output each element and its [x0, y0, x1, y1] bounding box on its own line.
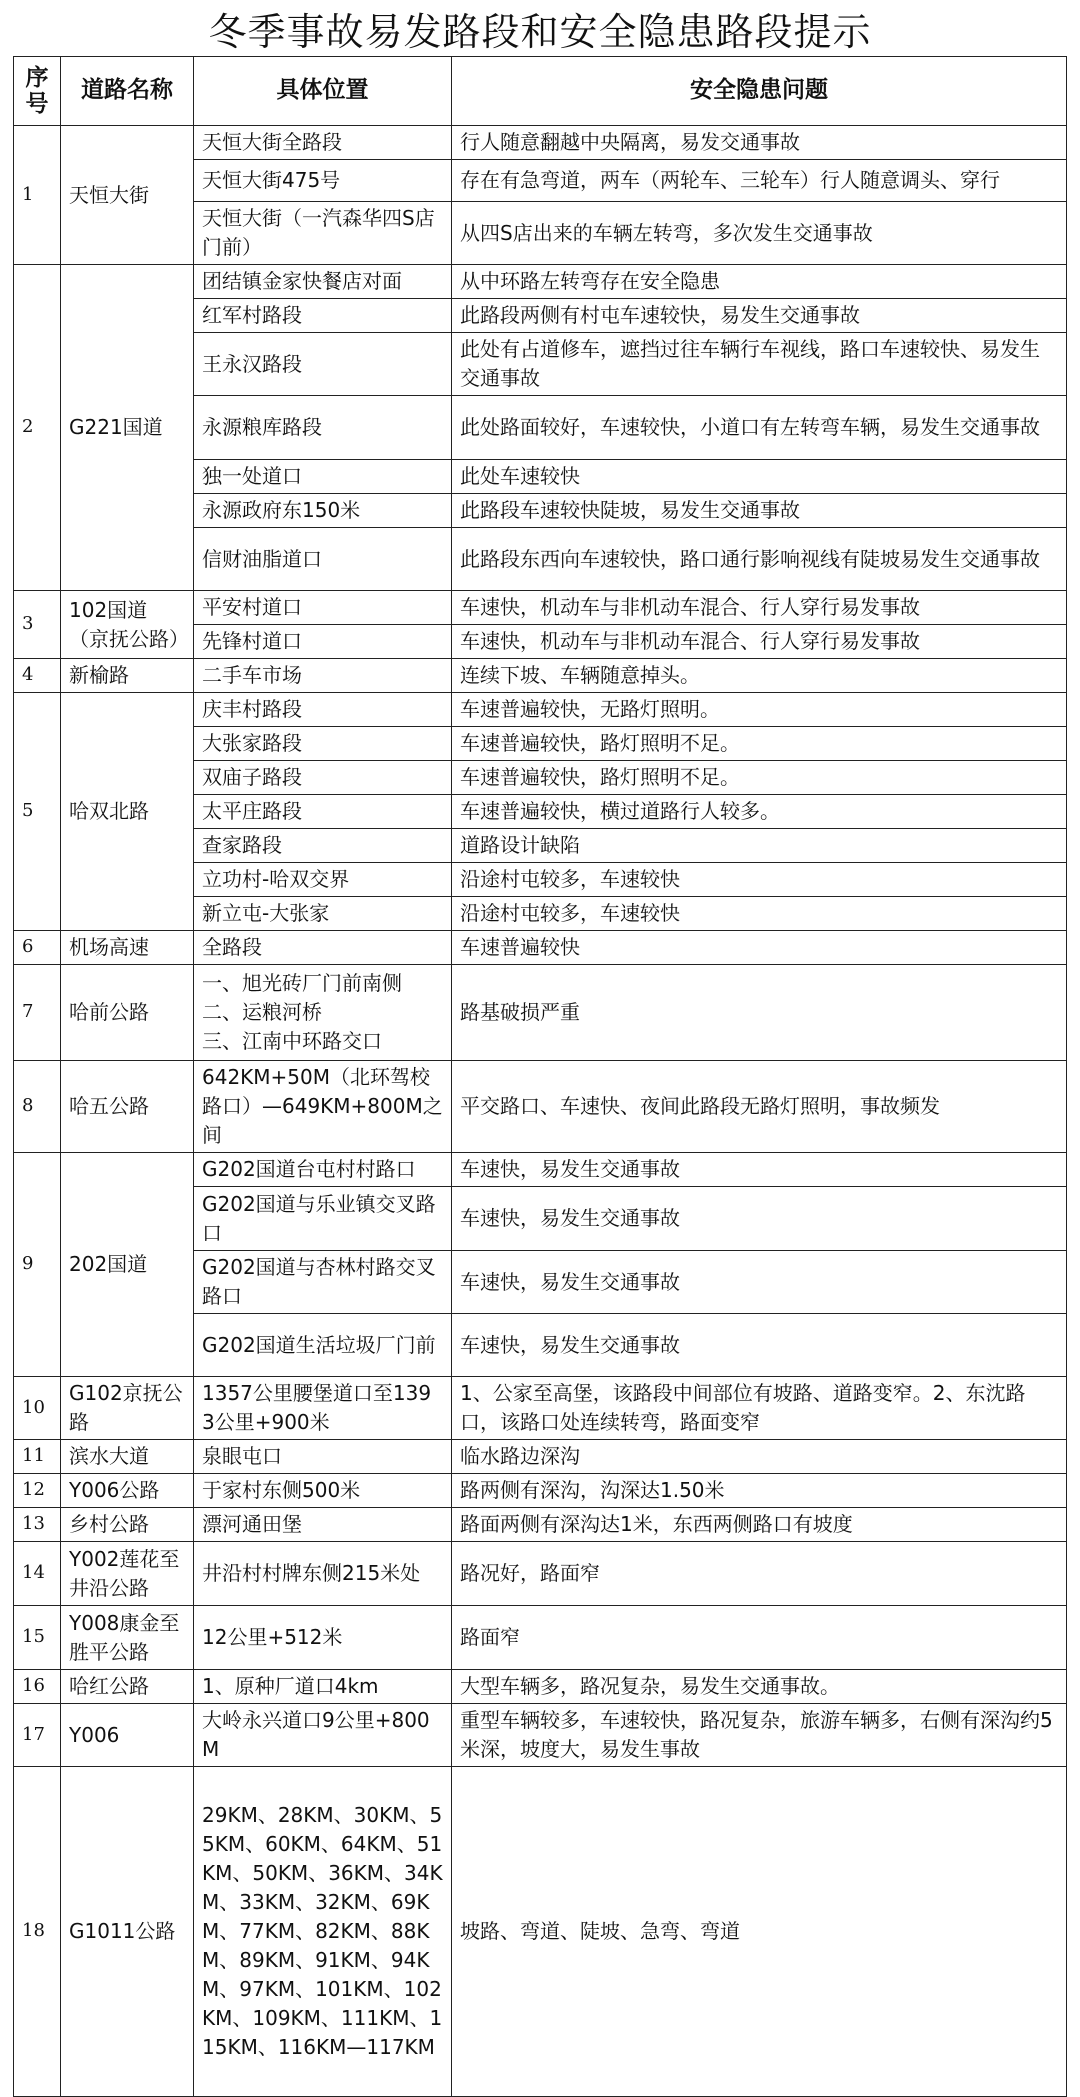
- road-name-cell: 乡村公路: [61, 1508, 194, 1542]
- road-name-cell: 202国道: [61, 1153, 194, 1377]
- row-index: 2: [14, 265, 61, 591]
- hazard-cell: 连续下坡、车辆随意掉头。: [452, 659, 1067, 693]
- table-row: [14, 693, 1067, 727]
- location-cell: 永源政府东150米: [194, 494, 452, 528]
- road-name-cell: 哈五公路: [61, 1061, 194, 1153]
- header-location: 具体位置: [194, 57, 452, 126]
- hazard-cell: 路面窄: [452, 1606, 1067, 1670]
- hazard-cell: 车速快，易发生交通事故: [452, 1251, 1067, 1314]
- table-row: [14, 1704, 1067, 1767]
- location-cell: 全路段: [194, 931, 452, 965]
- location-cell: 29KM、28KM、30KM、55KM、60KM、64KM、51KM、50KM、36KM、34KM、33KM、32KM、69KM、77KM、82KM、88KM、89KM、91KM、94KM、97KM、101KM、102KM、109KM、111KM、115KM、116KM—117KM: [194, 1767, 452, 2097]
- road-name-cell: 102国道（京抚公路）: [61, 591, 194, 659]
- location-cell: 大岭永兴道口9公里+800M: [194, 1704, 452, 1767]
- hazard-cell: 重型车辆较多，车速较快，路况复杂，旅游车辆多，右侧有深沟约5米深，坡度大，易发生事故: [452, 1704, 1067, 1767]
- road-name-cell: 天恒大街: [61, 126, 194, 265]
- row-index: 7: [14, 965, 61, 1061]
- location-cell: 大张家路段: [194, 727, 452, 761]
- road-name-cell: 新榆路: [61, 659, 194, 693]
- table-row: [14, 1542, 1067, 1606]
- hazard-cell: 路两侧有深沟，沟深达1.50米: [452, 1474, 1067, 1508]
- road-name-cell: 机场高速: [61, 931, 194, 965]
- header-hazard: 安全隐患问题: [452, 57, 1067, 126]
- hazard-cell: 沿途村屯较多，车速较快: [452, 863, 1067, 897]
- hazard-cell: 路面两侧有深沟达1米，东西两侧路口有坡度: [452, 1508, 1067, 1542]
- location-cell: 先锋村道口: [194, 625, 452, 659]
- hazard-cell: 车速快，易发生交通事故: [452, 1153, 1067, 1187]
- row-index: 17: [14, 1704, 61, 1767]
- row-index: 10: [14, 1377, 61, 1440]
- hazard-cell: 道路设计缺陷: [452, 829, 1067, 863]
- row-index: 5: [14, 693, 61, 931]
- table-row: [14, 931, 1067, 965]
- location-cell: 庆丰村路段: [194, 693, 452, 727]
- hazard-cell: 车速普遍较快，横过道路行人较多。: [452, 795, 1067, 829]
- road-name-cell: 哈红公路: [61, 1670, 194, 1704]
- hazard-cell: 此处有占道修车，遮挡过往车辆行车视线，路口车速较快、易发生交通事故: [452, 333, 1067, 396]
- road-name-cell: Y008康金至胜平公路: [61, 1606, 194, 1670]
- road-name-cell: 滨水大道: [61, 1440, 194, 1474]
- location-cell: 团结镇金家快餐店对面: [194, 265, 452, 299]
- row-index: 12: [14, 1474, 61, 1508]
- hazard-cell: 此路段东西向车速较快，路口通行影响视线有陡坡易发生交通事故: [452, 528, 1067, 591]
- header-index: 序 号: [14, 57, 61, 126]
- road-name-cell: Y002莲花至井沿公路: [61, 1542, 194, 1606]
- road-name-cell: G1011公路: [61, 1767, 194, 2097]
- location-cell: 一、旭光砖厂门前南侧 二、运粮河桥 三、江南中环路交口: [194, 965, 452, 1061]
- location-cell: 12公里+512米: [194, 1606, 452, 1670]
- location-cell: 王永汉路段: [194, 333, 452, 396]
- hazard-cell: 此处路面较好，车速较快，小道口有左转弯车辆，易发生交通事故: [452, 396, 1067, 460]
- header-road-name: 道路名称: [61, 57, 194, 126]
- row-index: 18: [14, 1767, 61, 2097]
- table-row: [14, 126, 1067, 160]
- hazard-cell: 车速普遍较快，路灯照明不足。: [452, 761, 1067, 795]
- location-cell: 漂河通田堡: [194, 1508, 452, 1542]
- hazard-cell: 车速快，机动车与非机动车混合、行人穿行易发事故: [452, 625, 1067, 659]
- location-cell: 平安村道口: [194, 591, 452, 625]
- table-row: [14, 1153, 1067, 1187]
- table-row: [14, 1440, 1067, 1474]
- location-cell: 1357公里腰堡道口至1393公里+900米: [194, 1377, 452, 1440]
- location-cell: 二手车市场: [194, 659, 452, 693]
- hazard-cell: 此处车速较快: [452, 460, 1067, 494]
- hazard-cell: 车速快，易发生交通事故: [452, 1187, 1067, 1251]
- table-row: [14, 591, 1067, 625]
- table-row: [14, 1061, 1067, 1153]
- table-row: [14, 1474, 1067, 1508]
- location-cell: 独一处道口: [194, 460, 452, 494]
- hazard-cell: 存在有急弯道，两车（两轮车、三轮车）行人随意调头、穿行: [452, 160, 1067, 202]
- row-index: 16: [14, 1670, 61, 1704]
- row-index: 14: [14, 1542, 61, 1606]
- hazard-cell: 路况好，路面窄: [452, 1542, 1067, 1606]
- road-name-cell: 哈前公路: [61, 965, 194, 1061]
- hazard-cell: 从中环路左转弯存在安全隐患: [452, 265, 1067, 299]
- table-row: [14, 1606, 1067, 1670]
- hazard-cell: 沿途村屯较多，车速较快: [452, 897, 1067, 931]
- location-cell: G202国道生活垃圾厂门前: [194, 1314, 452, 1377]
- location-cell: 642KM+50M（北环驾校路口）—649KM+800M之间: [194, 1061, 452, 1153]
- row-index: 1: [14, 126, 61, 265]
- table-row: [14, 265, 1067, 299]
- hazard-cell: 车速普遍较快: [452, 931, 1067, 965]
- hazard-cell: 大型车辆多，路况复杂，易发生交通事故。: [452, 1670, 1067, 1704]
- location-cell: G202国道与杏林村路交叉路口: [194, 1251, 452, 1314]
- table-row: [14, 659, 1067, 693]
- location-cell: 天恒大街（一汽森华四S店门前）: [194, 202, 452, 265]
- location-cell: 泉眼屯口: [194, 1440, 452, 1474]
- location-cell: 立功村-哈双交界: [194, 863, 452, 897]
- hazard-cell: 临水路边深沟: [452, 1440, 1067, 1474]
- road-name-cell: Y006: [61, 1704, 194, 1767]
- hazard-cell: 车速普遍较快，无路灯照明。: [452, 693, 1067, 727]
- hazard-cell: 行人随意翻越中央隔离，易发交通事故: [452, 126, 1067, 160]
- road-name-cell: 哈双北路: [61, 693, 194, 931]
- row-index: 9: [14, 1153, 61, 1377]
- location-cell: G202国道台屯村村路口: [194, 1153, 452, 1187]
- road-name-cell: Y006公路: [61, 1474, 194, 1508]
- hazard-cell: 车速快，机动车与非机动车混合、行人穿行易发事故: [452, 591, 1067, 625]
- location-cell: 井沿村村牌东侧215米处: [194, 1542, 452, 1606]
- hazard-cell: 此路段两侧有村屯车速较快，易发生交通事故: [452, 299, 1067, 333]
- hazard-cell: 此路段车速较快陡坡，易发生交通事故: [452, 494, 1067, 528]
- location-cell: 双庙子路段: [194, 761, 452, 795]
- road-name-cell: G102京抚公路: [61, 1377, 194, 1440]
- page-title: 冬季事故易发路段和安全隐患路段提示: [208, 9, 872, 54]
- row-index: 15: [14, 1606, 61, 1670]
- location-cell: 天恒大街全路段: [194, 126, 452, 160]
- row-index: 6: [14, 931, 61, 965]
- hazard-cell: 车速普遍较快，路灯照明不足。: [452, 727, 1067, 761]
- location-cell: 红军村路段: [194, 299, 452, 333]
- header-row: [14, 57, 1067, 126]
- table-row: [14, 1767, 1067, 2097]
- row-index: 3: [14, 591, 61, 659]
- table-row: [14, 1377, 1067, 1440]
- location-cell: 于家村东侧500米: [194, 1474, 452, 1508]
- table-row: [14, 965, 1067, 1061]
- location-cell: 天恒大街475号: [194, 160, 452, 202]
- hazard-cell: 1、公家至高堡，该路段中间部位有坡路、道路变窄。2、东沈路口，该路口处连续转弯，路面变窄: [452, 1377, 1067, 1440]
- table-row: [14, 1508, 1067, 1542]
- hazard-cell: 车速快，易发生交通事故: [452, 1314, 1067, 1377]
- hazard-cell: 路基破损严重: [452, 965, 1067, 1061]
- location-cell: 信财油脂道口: [194, 528, 452, 591]
- location-cell: 太平庄路段: [194, 795, 452, 829]
- row-index: 11: [14, 1440, 61, 1474]
- road-name-cell: G221国道: [61, 265, 194, 591]
- location-cell: 1、原种厂道口4km: [194, 1670, 452, 1704]
- hazard-cell: 坡路、弯道、陡坡、急弯、弯道: [452, 1767, 1067, 2097]
- location-cell: 永源粮库路段: [194, 396, 452, 460]
- row-index: 13: [14, 1508, 61, 1542]
- location-cell: 新立屯-大张家: [194, 897, 452, 931]
- road-hazard-table: [13, 56, 1067, 2097]
- location-cell: G202国道与乐业镇交叉路口: [194, 1187, 452, 1251]
- row-index: 8: [14, 1061, 61, 1153]
- row-index: 4: [14, 659, 61, 693]
- hazard-cell: 平交路口、车速快、夜间此路段无路灯照明，事故频发: [452, 1061, 1067, 1153]
- table-row: [14, 1670, 1067, 1704]
- hazard-cell: 从四S店出来的车辆左转弯，多次发生交通事故: [452, 202, 1067, 265]
- location-cell: 查家路段: [194, 829, 452, 863]
